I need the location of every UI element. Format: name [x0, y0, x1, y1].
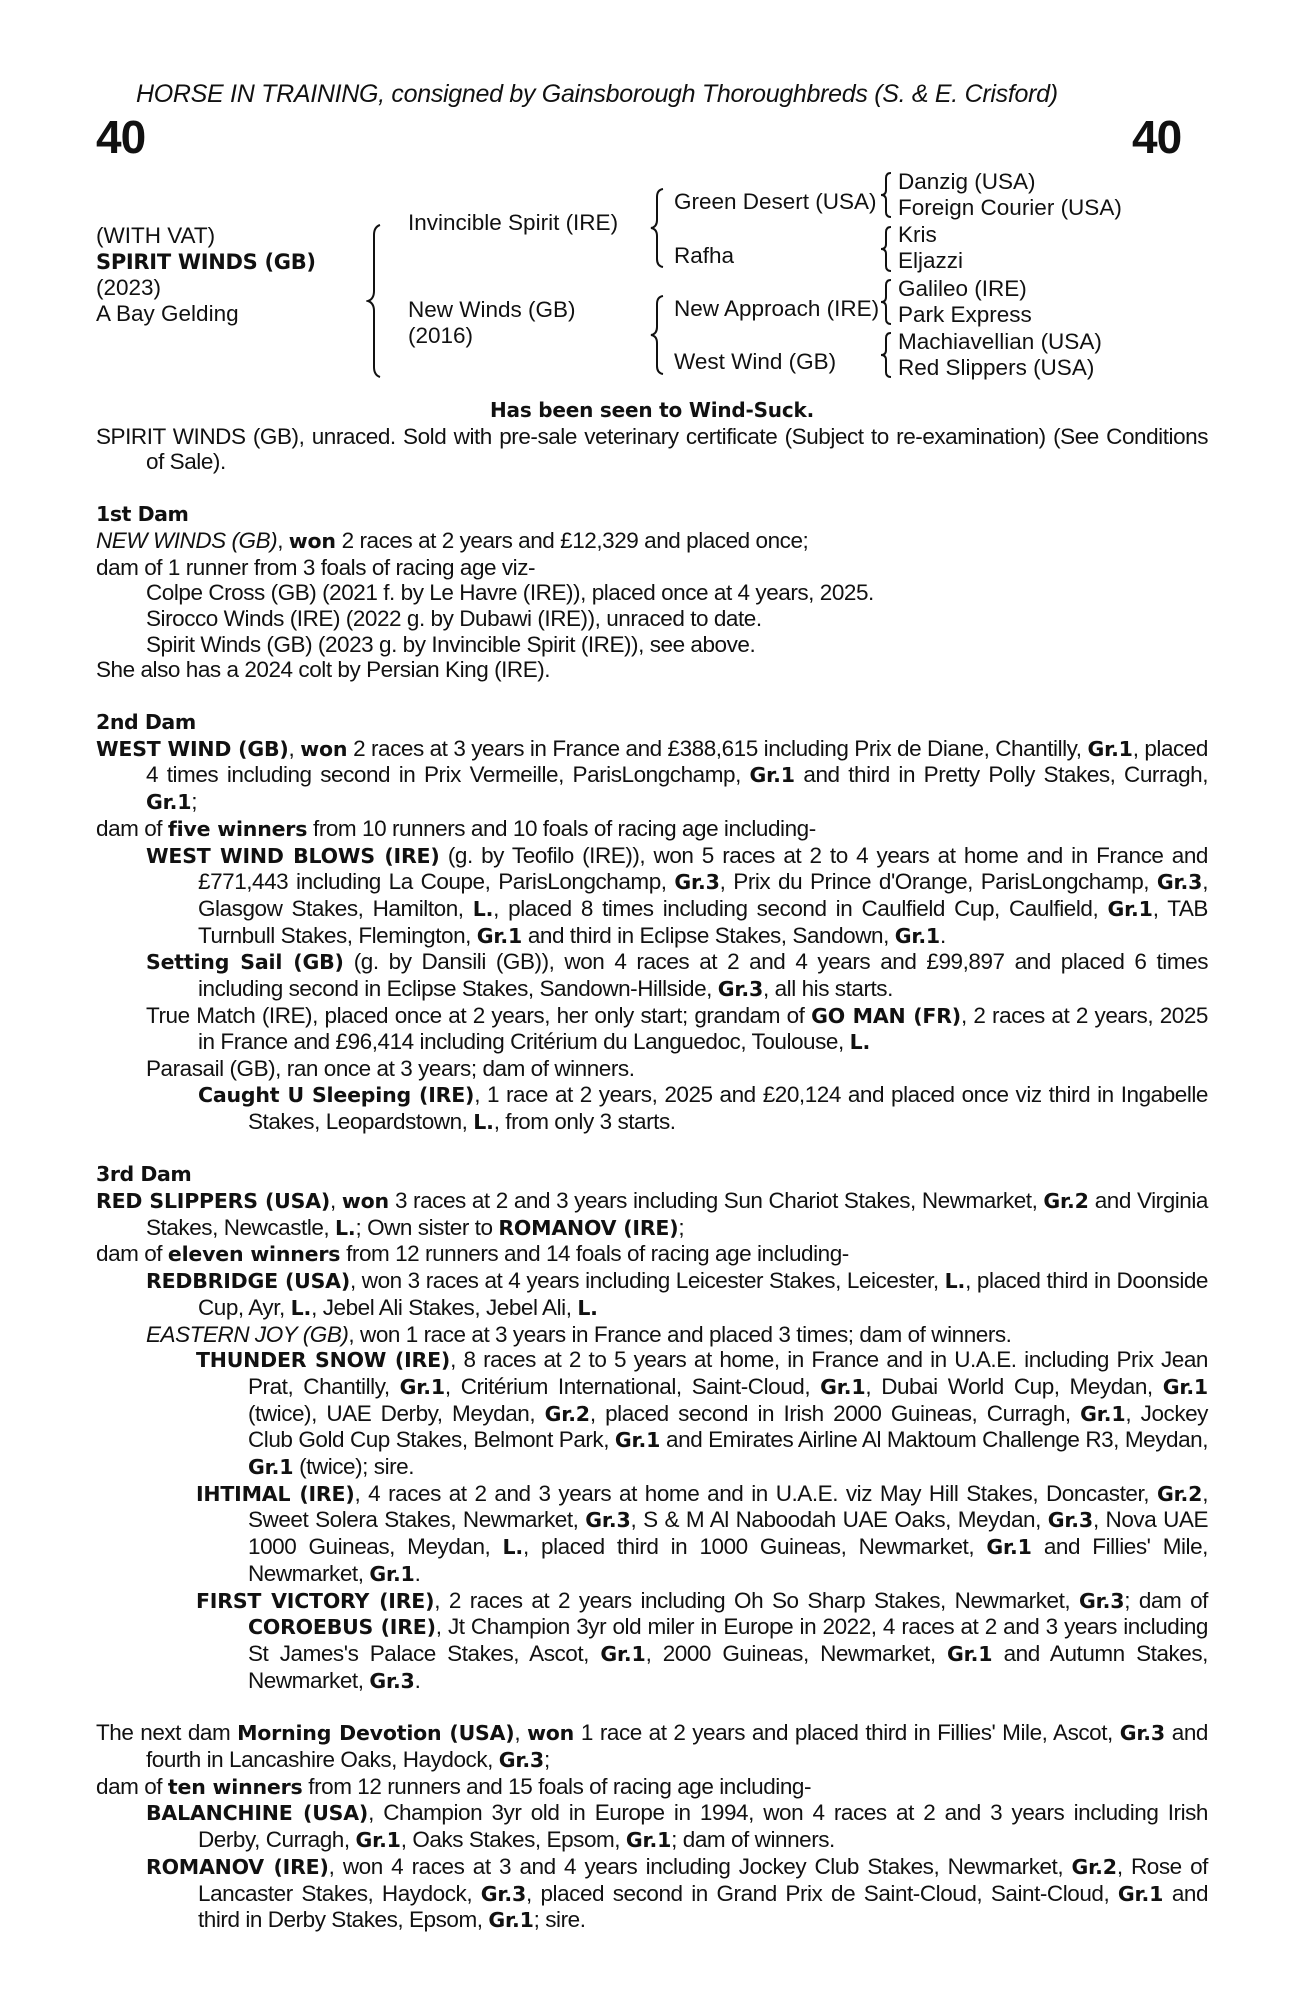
- horse-name: SPIRIT WINDS (GB): [96, 250, 316, 274]
- bold-text: Gr.1: [614, 1428, 661, 1453]
- bold-text: Gr.3: [1119, 1721, 1165, 1746]
- bold-text: Gr.1: [1117, 1881, 1164, 1906]
- bold-text: won: [341, 1188, 389, 1213]
- text: 2 races at 2 years and £12,329 and placed once;: [335, 527, 809, 553]
- section-gap: [96, 683, 1208, 709]
- bold-text: Gr.1: [1080, 1401, 1126, 1426]
- paragraph: [96, 1056, 1208, 1082]
- text: .: [414, 1560, 421, 1586]
- bold-text: Gr.3: [480, 1881, 527, 1906]
- paragraph: [96, 1588, 1208, 1695]
- text: ; Own sister to: [355, 1214, 499, 1240]
- bold-text: Gr.1: [146, 790, 192, 815]
- bold-text: Gr.1: [476, 923, 523, 948]
- text: , won 4 races at 3 and 4 years including Jockey Club Stakes, Newmarket,: [328, 1853, 1072, 1879]
- text: , 2 races at 2 years, 2025 in France and £96,414 including Critérium du Languedoc, Toulouse,: [198, 1002, 1208, 1055]
- italic-text: EASTERN JOY (GB): [146, 1321, 349, 1347]
- text: from 10 runners and 10 foals of racing age including-: [307, 815, 816, 841]
- text: ;: [544, 1747, 550, 1773]
- text: ;: [678, 1214, 685, 1240]
- dam-name: New Winds (GB): [408, 297, 576, 322]
- bold-text: L.: [502, 1535, 523, 1560]
- bold-text: Gr.1: [894, 923, 940, 948]
- text: (twice); sire.: [293, 1454, 415, 1480]
- text: ; dam of: [1124, 1587, 1208, 1613]
- bold-text: Gr.2: [1043, 1188, 1089, 1213]
- section-heading: [96, 709, 1208, 736]
- paragraph: [96, 1481, 1208, 1588]
- bold-text: Gr.1: [1107, 896, 1153, 921]
- pedigree-table: [96, 165, 1236, 390]
- paragraph: [96, 816, 1208, 843]
- bold-text: Gr.1: [986, 1535, 1032, 1560]
- text: , Jockey Club Gold Cup Stakes, Belmont Park,: [248, 1400, 1208, 1453]
- paragraph: [96, 1188, 1208, 1241]
- paragraph: [96, 632, 1208, 658]
- text: dam of: [96, 1241, 168, 1267]
- bold-text: Gr.3: [498, 1748, 544, 1773]
- paragraph: [96, 1268, 1208, 1321]
- paragraph: [96, 606, 1208, 632]
- bold-text: eleven winners: [167, 1242, 341, 1267]
- text: and third in Pretty Polly Stakes, Curragh,: [794, 762, 1208, 788]
- bold-text: ten winners: [167, 1774, 303, 1799]
- text: 3 races at 2 and 3 years including Sun Chariot Stakes, Newmarket,: [388, 1187, 1044, 1213]
- sire-name: Invincible Spirit (IRE): [408, 210, 619, 235]
- bold-text: Gr.1: [600, 1641, 646, 1666]
- text: ,: [277, 527, 289, 553]
- text: , 2 races at 2 years including Oh So Sharp Stakes, Newmarket,: [434, 1587, 1079, 1613]
- bold-text: Gr.3: [585, 1508, 631, 1533]
- pedigree-brace-sire: [649, 187, 667, 269]
- text: (g. by Teofilo (IRE)), won 5 races at 2 to 4 years at home and in France and £771,443 including La Coupe, ParisLongchamp,: [198, 842, 1208, 895]
- text: , 1 race at 2 years, 2025 and £20,124 and placed once viz third in Ingabelle Stakes, Leopardstown,: [248, 1081, 1208, 1134]
- text: , Prix du Prince d'Orange, ParisLongchamp,: [719, 869, 1157, 895]
- text: , Nova UAE 1000 Guineas, Meydan,: [248, 1507, 1209, 1560]
- paragraph: [96, 580, 1208, 606]
- text: , Rose of Lancaster Stakes, Haydock,: [198, 1853, 1208, 1906]
- paragraph: [96, 843, 1208, 950]
- bold-text: Gr.1: [369, 1561, 415, 1586]
- text: and third in Eclipse Stakes, Sandown,: [522, 922, 895, 948]
- paragraph: [96, 1003, 1208, 1056]
- bold-text: RED SLIPPERS (USA): [96, 1188, 331, 1213]
- text: , placed second in Irish 2000 Guineas, Curragh,: [589, 1400, 1081, 1426]
- text: , Critérium International, Saint-Cloud,: [444, 1373, 821, 1399]
- bold-text: won: [527, 1721, 575, 1746]
- lot-number-left: 40: [96, 111, 146, 163]
- section-heading: [96, 501, 1208, 528]
- section-gap: [96, 1694, 1208, 1720]
- text: , 8 races at 2 to 5 years at home, in France and in U.A.E. including Prix Jean Prat, Chantilly,: [248, 1347, 1208, 1399]
- paragraph: [96, 1347, 1208, 1481]
- text: and fourth in Lancashire Oaks, Haydock,: [146, 1720, 1208, 1773]
- text: , 2000 Guineas, Newmarket,: [645, 1640, 947, 1666]
- text: 2 races at 3 years in France and £388,615 including Prix de Diane, Chantilly,: [347, 735, 1088, 761]
- bold-text: WEST WIND (GB): [96, 736, 289, 761]
- text: The next dam: [96, 1720, 238, 1746]
- pedigree-brace-g2: [879, 225, 893, 273]
- pedigree-brace-g3: [879, 278, 893, 326]
- ggp-3: Kris: [898, 222, 937, 247]
- paragraph: [96, 528, 1208, 555]
- bold-text: WEST WIND BLOWS (IRE): [146, 843, 440, 868]
- bold-text: L.: [944, 1269, 966, 1294]
- text: dam of: [96, 815, 168, 841]
- bold-text: won: [300, 736, 348, 761]
- ggp-6: Park Express: [898, 302, 1032, 327]
- bold-text: IHTIMAL (IRE): [196, 1481, 355, 1506]
- sire-sire-name: Green Desert (USA): [674, 189, 877, 214]
- section-title: 1st Dam: [96, 502, 189, 527]
- bold-text: Gr.2: [544, 1401, 590, 1426]
- text: ; sire.: [533, 1907, 586, 1933]
- paragraph: [96, 424, 1208, 475]
- bold-text: REDBRIDGE (USA): [146, 1269, 351, 1294]
- text: , 4 races at 2 and 3 years at home and in U.A.E. viz May Hill Stakes, Doncaster,: [354, 1480, 1157, 1506]
- sire-dam-name: Rafha: [674, 243, 735, 268]
- text: , from only 3 starts.: [493, 1108, 676, 1134]
- bold-text: Gr.3: [369, 1668, 415, 1693]
- bold-text: Gr.3: [674, 870, 720, 895]
- ggp-8: Red Slippers (USA): [898, 355, 1095, 380]
- bold-text: Gr.1: [947, 1641, 993, 1666]
- bold-text: Gr.1: [1087, 736, 1133, 761]
- section-gap: [96, 475, 1208, 501]
- text: (g. by Dansili (GB)), won 4 races at 2 and 4 years and £99,897 and placed 6 times including second in Eclipse Stakes, Sandown-Hillside,: [198, 949, 1208, 1002]
- text: dam of 1 runner from 3 foals of racing age viz-: [96, 554, 536, 580]
- text: , S & M Al Naboodah UAE Oaks, Meydan,: [630, 1507, 1048, 1533]
- bold-text: ROMANOV (IRE): [146, 1854, 329, 1879]
- paragraph: [96, 1774, 1208, 1801]
- pedigree-brace-dam: [649, 294, 667, 376]
- text: Sirocco Winds (IRE) (2022 g. by Dubawi (IRE)), unraced to date.: [146, 605, 762, 631]
- text: , placed 8 times including second in Caulfield Cup, Caulfield,: [493, 895, 1108, 921]
- text: , Sweet Solera Stakes, Newmarket,: [248, 1480, 1209, 1533]
- bold-text: Gr.1: [749, 763, 795, 788]
- bold-text: Gr.1: [488, 1908, 534, 1933]
- text: , placed 4 times including second in Prix Vermeille, ParisLongchamp,: [146, 735, 1208, 788]
- dam-dam-name: West Wind (GB): [674, 349, 837, 374]
- section-title: 3rd Dam: [96, 1162, 192, 1187]
- text: , Jebel Ali Stakes, Jebel Ali,: [311, 1294, 578, 1320]
- text: and Emirates Airline Al Maktoum Challenge R3, Meydan,: [660, 1427, 1208, 1453]
- bold-text: Gr.3: [1156, 870, 1203, 895]
- bold-text: ROMANOV (IRE): [498, 1215, 679, 1240]
- bold-text: Morning Devotion (USA): [237, 1721, 515, 1746]
- bold-text: Gr.3: [1079, 1588, 1125, 1613]
- text: , TAB Turnbull Stakes, Flemington,: [198, 895, 1208, 948]
- text: , all his starts.: [763, 976, 893, 1002]
- bold-text: L.: [335, 1215, 356, 1240]
- text: and Virginia Stakes, Newcastle,: [146, 1187, 1208, 1240]
- text: , Jt Champion 3yr old miler in Europe in 2022, 4 races at 2 and 3 years including St James's Palace Stakes, Ascot,: [248, 1614, 1208, 1666]
- text: and third in Derby Stakes, Epsom,: [198, 1880, 1209, 1933]
- bold-text: L.: [472, 896, 494, 921]
- consignor-heading: HORSE IN TRAINING, consigned by Gainsborough Thoroughbreds (S. & E. Crisford): [136, 80, 1058, 108]
- section-title: 2nd Dam: [96, 710, 196, 735]
- text: , placed third in Doonside Cup, Ayr,: [198, 1268, 1208, 1320]
- bold-text: Gr.1: [248, 1455, 294, 1480]
- pedigree-brace-main: [366, 223, 386, 378]
- text: .: [939, 922, 946, 948]
- bold-text: Gr.1: [399, 1374, 445, 1399]
- paragraph: [96, 657, 1208, 683]
- ggp-7: Machiavellian (USA): [898, 329, 1102, 354]
- text: 1 race at 2 years and placed third in Fillies' Mile, Ascot,: [574, 1720, 1120, 1746]
- text: .: [414, 1667, 421, 1693]
- bold-text: Gr.1: [625, 1828, 672, 1853]
- wind-suck-notice: Has been seen to Wind-Suck.: [489, 398, 814, 422]
- text: She also has a 2024 colt by Persian King (IRE).: [96, 657, 551, 683]
- bold-text: GO MAN (FR): [811, 1003, 961, 1028]
- text: and Fillies' Mile, Newmarket,: [248, 1534, 1208, 1586]
- text: Parasail (GB), ran once at 3 years; dam of winners.: [146, 1056, 635, 1082]
- bold-text: Gr.1: [820, 1374, 866, 1399]
- paragraph: [96, 1800, 1208, 1853]
- text: Colpe Cross (GB) (2021 f. by Le Havre (IRE)), placed once at 4 years, 2025.: [146, 580, 874, 606]
- bold-text: Setting Sail (GB): [146, 950, 344, 975]
- bold-text: Gr.2: [1156, 1481, 1203, 1506]
- text: Spirit Winds (GB) (2023 g. by Invincible Spirit (IRE)), see above.: [146, 631, 756, 657]
- bold-text: Gr.1: [355, 1828, 401, 1853]
- text: , placed third in 1000 Guineas, Newmarket,: [523, 1534, 987, 1560]
- ggp-1: Danzig (USA): [898, 169, 1036, 194]
- italic-text: NEW WINDS (GB): [96, 527, 278, 553]
- bold-text: BALANCHINE (USA): [146, 1801, 369, 1826]
- horse-description: A Bay Gelding: [96, 301, 239, 326]
- text: , Oaks Stakes, Epsom,: [400, 1827, 626, 1853]
- text: and Autumn Stakes, Newmarket,: [248, 1640, 1208, 1693]
- text: ,: [514, 1720, 528, 1746]
- bold-text: Caught U Sleeping (IRE): [198, 1082, 475, 1107]
- bold-text: L.: [290, 1295, 312, 1320]
- section-heading: [96, 1161, 1208, 1188]
- section-gap: [96, 1135, 1208, 1161]
- horse-year: (2023): [96, 275, 162, 300]
- text: , won 1 race at 3 years in France and placed 3 times; dam of winners.: [348, 1321, 1012, 1347]
- bold-text: L.: [577, 1295, 598, 1320]
- paragraph: [96, 1720, 1208, 1773]
- text: True Match (IRE), placed once at 2 years, her only start; grandam of: [146, 1002, 812, 1028]
- lot-number-right: 40: [1132, 111, 1182, 163]
- paragraph: [96, 1082, 1208, 1135]
- text: ; dam of winners.: [671, 1827, 835, 1853]
- bold-text: COROEBUS (IRE): [248, 1615, 436, 1640]
- paragraph: [96, 1241, 1208, 1268]
- bold-text: Gr.3: [717, 977, 764, 1002]
- text: , won 3 races at 4 years including Leicester Stakes, Leicester,: [350, 1268, 945, 1294]
- text: from 12 runners and 15 foals of racing age including-: [302, 1773, 812, 1799]
- paragraph: [96, 949, 1208, 1002]
- text: dam of: [96, 1773, 168, 1799]
- pedigree-notes: [96, 424, 1208, 1934]
- text: , Glasgow Stakes, Hamilton,: [198, 869, 1208, 921]
- dam-year: (2016): [408, 323, 474, 348]
- ggp-5: Galileo (IRE): [898, 276, 1027, 301]
- bold-text: Gr.3: [1047, 1508, 1093, 1533]
- paragraph: [96, 1322, 1208, 1348]
- ggp-2: Foreign Courier (USA): [898, 195, 1122, 220]
- dam-sire-name: New Approach (IRE): [674, 296, 880, 321]
- text: from 12 runners and 14 foals of racing age including-: [340, 1241, 849, 1267]
- text: (twice), UAE Derby, Meydan,: [248, 1400, 545, 1426]
- bold-text: five winners: [167, 816, 308, 841]
- bold-text: Gr.1: [1162, 1374, 1208, 1399]
- bold-text: L.: [849, 1030, 871, 1055]
- bold-text: won: [288, 528, 336, 553]
- bold-text: Gr.2: [1071, 1854, 1117, 1879]
- bold-text: THUNDER SNOW (IRE): [196, 1348, 451, 1373]
- text: , Champion 3yr old in Europe in 1994, won 4 races at 2 and 3 years including Irish Derby, Curragh,: [198, 1800, 1208, 1853]
- paragraph: [96, 736, 1208, 816]
- text: SPIRIT WINDS (GB), unraced. Sold with pre-sale veterinary certificate (Subject to re-examination) (See Conditions of Sale).: [96, 423, 1208, 475]
- ggp-4: Eljazzi: [898, 248, 964, 273]
- pedigree-brace-g1: [879, 171, 893, 219]
- bold-text: FIRST VICTORY (IRE): [196, 1588, 435, 1613]
- vat-note: (WITH VAT): [96, 223, 216, 248]
- text: ;: [191, 789, 198, 815]
- text: ,: [288, 735, 301, 761]
- paragraph: [96, 555, 1208, 581]
- pedigree-brace-g4: [879, 331, 893, 379]
- text: , Dubai World Cup, Meydan,: [865, 1373, 1163, 1399]
- bold-text: L.: [473, 1109, 494, 1134]
- text: ,: [330, 1187, 342, 1213]
- catalogue-body: [96, 398, 1208, 1934]
- text: , placed second in Grand Prix de Saint-Cloud, Saint-Cloud,: [526, 1880, 1118, 1906]
- paragraph: [96, 1854, 1208, 1934]
